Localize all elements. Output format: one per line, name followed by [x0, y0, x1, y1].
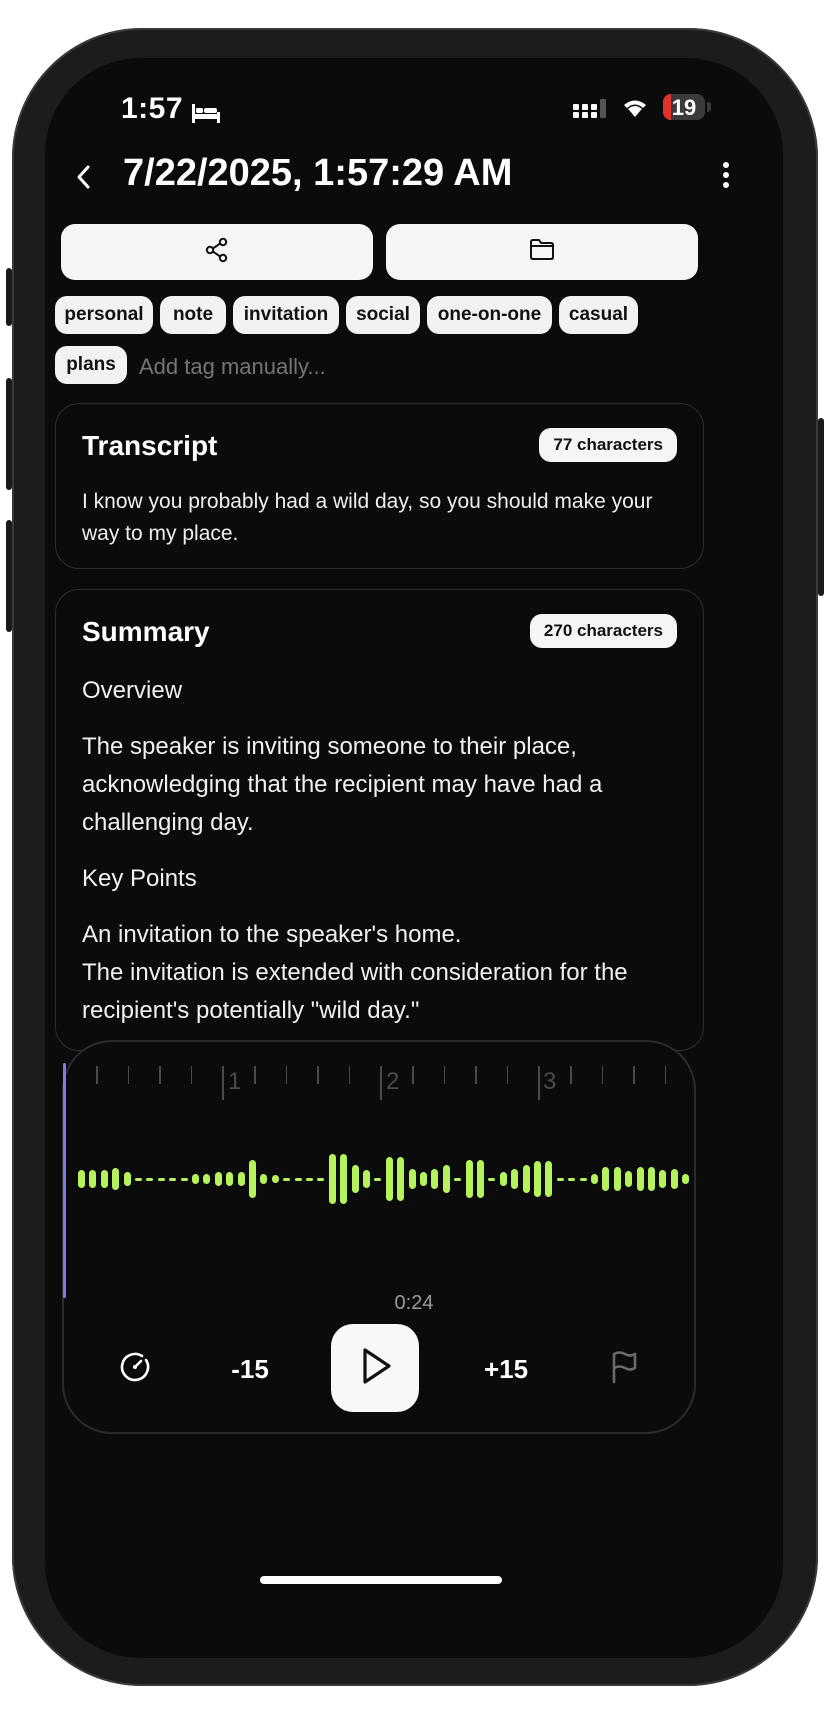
waveform-bar	[306, 1178, 313, 1181]
playback-speed-button[interactable]	[105, 1324, 165, 1414]
ruler-tick	[222, 1066, 224, 1100]
waveform-bar	[340, 1154, 347, 1204]
key-point-item: An invitation to the speaker's home.	[82, 921, 462, 948]
waveform-bar	[602, 1167, 609, 1191]
action-buttons	[61, 224, 698, 280]
battery-tip	[707, 102, 711, 112]
waveform-bar	[454, 1178, 461, 1181]
waveform-bar	[317, 1178, 324, 1181]
cellular-signal-icon	[573, 98, 607, 125]
waveform-bar	[466, 1160, 473, 1198]
playhead-cursor[interactable]	[63, 1063, 66, 1298]
play-button[interactable]	[331, 1324, 419, 1412]
transcript-title: Transcript	[82, 430, 218, 461]
page-title: 7/22/2025, 1:57:29 AM	[123, 152, 513, 194]
waveform-bar	[648, 1167, 655, 1191]
waveform-bar	[215, 1172, 222, 1186]
waveform-bar	[272, 1175, 279, 1183]
waveform-bar	[386, 1157, 393, 1201]
waveform-bar	[500, 1172, 507, 1186]
waveform-bar	[203, 1174, 210, 1184]
waveform-bar	[78, 1170, 85, 1188]
waveform-bar	[568, 1178, 575, 1181]
flag-icon	[608, 1350, 638, 1389]
waveform-bar	[169, 1178, 176, 1181]
forward-label: +15	[483, 1353, 529, 1384]
overview-heading: Overview	[82, 677, 183, 704]
elapsed-time: 0:24	[394, 1292, 434, 1314]
tag-chip[interactable]: casual	[559, 296, 638, 334]
ruler-tick	[538, 1066, 540, 1100]
tag-chip[interactable]: note	[160, 296, 226, 334]
rewind-label: -15	[231, 1353, 269, 1384]
rewind-15-button[interactable]	[215, 1324, 285, 1414]
wifi-icon	[620, 96, 650, 123]
waveform-bar	[637, 1167, 644, 1191]
tag-chip[interactable]: personal	[55, 296, 153, 334]
ruler-tick	[191, 1066, 193, 1084]
waveform-bar	[477, 1160, 484, 1198]
ruler-label: 3	[543, 1068, 557, 1095]
status-bar	[45, 88, 783, 132]
ruler-tick	[254, 1066, 256, 1084]
ruler-tick	[507, 1066, 509, 1084]
battery-level: 19	[671, 95, 697, 120]
waveform-bar	[523, 1165, 530, 1193]
waveform-bar	[352, 1165, 359, 1193]
folder-icon	[529, 238, 555, 267]
share-icon	[204, 237, 230, 268]
ruler-tick	[380, 1066, 382, 1100]
waveform-bar	[682, 1174, 689, 1184]
share-button[interactable]	[61, 224, 373, 280]
ruler-tick	[665, 1066, 667, 1084]
summary-title: Summary	[82, 616, 210, 647]
transcript-text: I know you probably had a wild day, so you should make your way to my place.	[82, 490, 653, 545]
waveform-bar	[192, 1174, 199, 1184]
tag-chip[interactable]: social	[346, 296, 420, 334]
waveform-bar	[112, 1168, 119, 1190]
forward-15-button[interactable]	[469, 1324, 543, 1414]
key-point-item: The invitation is extended with consideration for the recipient's potentially "wild day."	[82, 959, 628, 1024]
volume-up-button	[6, 378, 12, 490]
waveform-bar	[511, 1169, 518, 1189]
waveform-bar	[101, 1170, 108, 1188]
waveform-bar	[283, 1178, 290, 1181]
waveform-bar	[614, 1167, 621, 1191]
volume-down-button	[6, 520, 12, 632]
app-screen	[45, 58, 783, 1658]
waveform-bar	[158, 1178, 165, 1181]
ruler-tick	[602, 1066, 604, 1084]
tag-chip[interactable]: plans	[55, 346, 127, 384]
ruler-tick	[570, 1066, 572, 1084]
power-button	[818, 418, 824, 596]
waveform-bar	[420, 1172, 427, 1186]
transcript-count-badge: 77 characters	[539, 428, 677, 462]
ruler-tick	[444, 1066, 446, 1084]
ruler-tick	[412, 1066, 414, 1084]
waveform-bar	[671, 1169, 678, 1189]
waveform-bar	[146, 1178, 153, 1181]
waveform-bar	[374, 1178, 381, 1181]
waveform-bar	[181, 1178, 188, 1181]
waveform-bar	[249, 1160, 256, 1198]
summary-count-badge: 270 characters	[530, 614, 677, 648]
header	[45, 148, 783, 208]
waveform-bar	[329, 1154, 336, 1204]
ruler-tick	[349, 1066, 351, 1084]
battery-icon	[663, 94, 705, 120]
bookmark-flag-button[interactable]	[593, 1324, 653, 1414]
play-icon	[355, 1344, 395, 1393]
waveform-bar	[557, 1178, 564, 1181]
folder-button[interactable]	[386, 224, 698, 280]
ruler-tick	[317, 1066, 319, 1084]
ruler-tick	[475, 1066, 477, 1084]
tag-chip[interactable]: one-on-one	[427, 296, 552, 334]
speed-gauge-icon	[118, 1350, 152, 1389]
waveform-bar	[580, 1178, 587, 1181]
more-vertical-icon[interactable]	[721, 160, 731, 195]
home-indicator[interactable]	[260, 1576, 502, 1584]
ruler-tick	[96, 1066, 98, 1084]
chevron-left-icon[interactable]	[73, 162, 95, 197]
waveform-bar	[591, 1174, 598, 1184]
waveform-bar	[238, 1172, 245, 1186]
waveform-bar	[260, 1174, 267, 1184]
waveform-bar	[363, 1170, 370, 1188]
summary-card	[55, 589, 704, 1051]
ruler-label: 2	[386, 1068, 400, 1095]
waveform-bar	[89, 1170, 96, 1188]
ruler-tick	[159, 1066, 161, 1084]
transcript-card	[55, 403, 704, 569]
waveform-bar	[443, 1165, 450, 1193]
mute-switch	[6, 268, 12, 326]
waveform-bar	[545, 1161, 552, 1197]
ruler-label: 1	[228, 1068, 242, 1095]
waveform-bar	[431, 1169, 438, 1189]
ruler-tick	[286, 1066, 288, 1084]
tag-chip[interactable]: invitation	[233, 296, 339, 334]
waveform-bar	[659, 1170, 666, 1188]
waveform-bar	[397, 1157, 404, 1201]
waveform-bar	[135, 1178, 142, 1181]
add-tag-input[interactable]	[139, 348, 439, 386]
waveform-bar	[409, 1169, 416, 1189]
waveform-bar	[534, 1161, 541, 1197]
overview-text: The speaker is inviting someone to their place, acknowledging that the recipient may have had a challenging day.	[82, 733, 603, 836]
waveform-bar	[625, 1171, 632, 1187]
status-time: 1:57	[121, 92, 184, 125]
ruler-tick	[128, 1066, 130, 1084]
ruler-tick	[633, 1066, 635, 1084]
waveform-bar	[124, 1172, 131, 1186]
bed-icon	[191, 102, 221, 129]
waveform-bar	[226, 1172, 233, 1186]
key-points-heading: Key Points	[82, 865, 197, 892]
waveform-bar	[488, 1178, 495, 1181]
waveform-bar	[295, 1178, 302, 1181]
